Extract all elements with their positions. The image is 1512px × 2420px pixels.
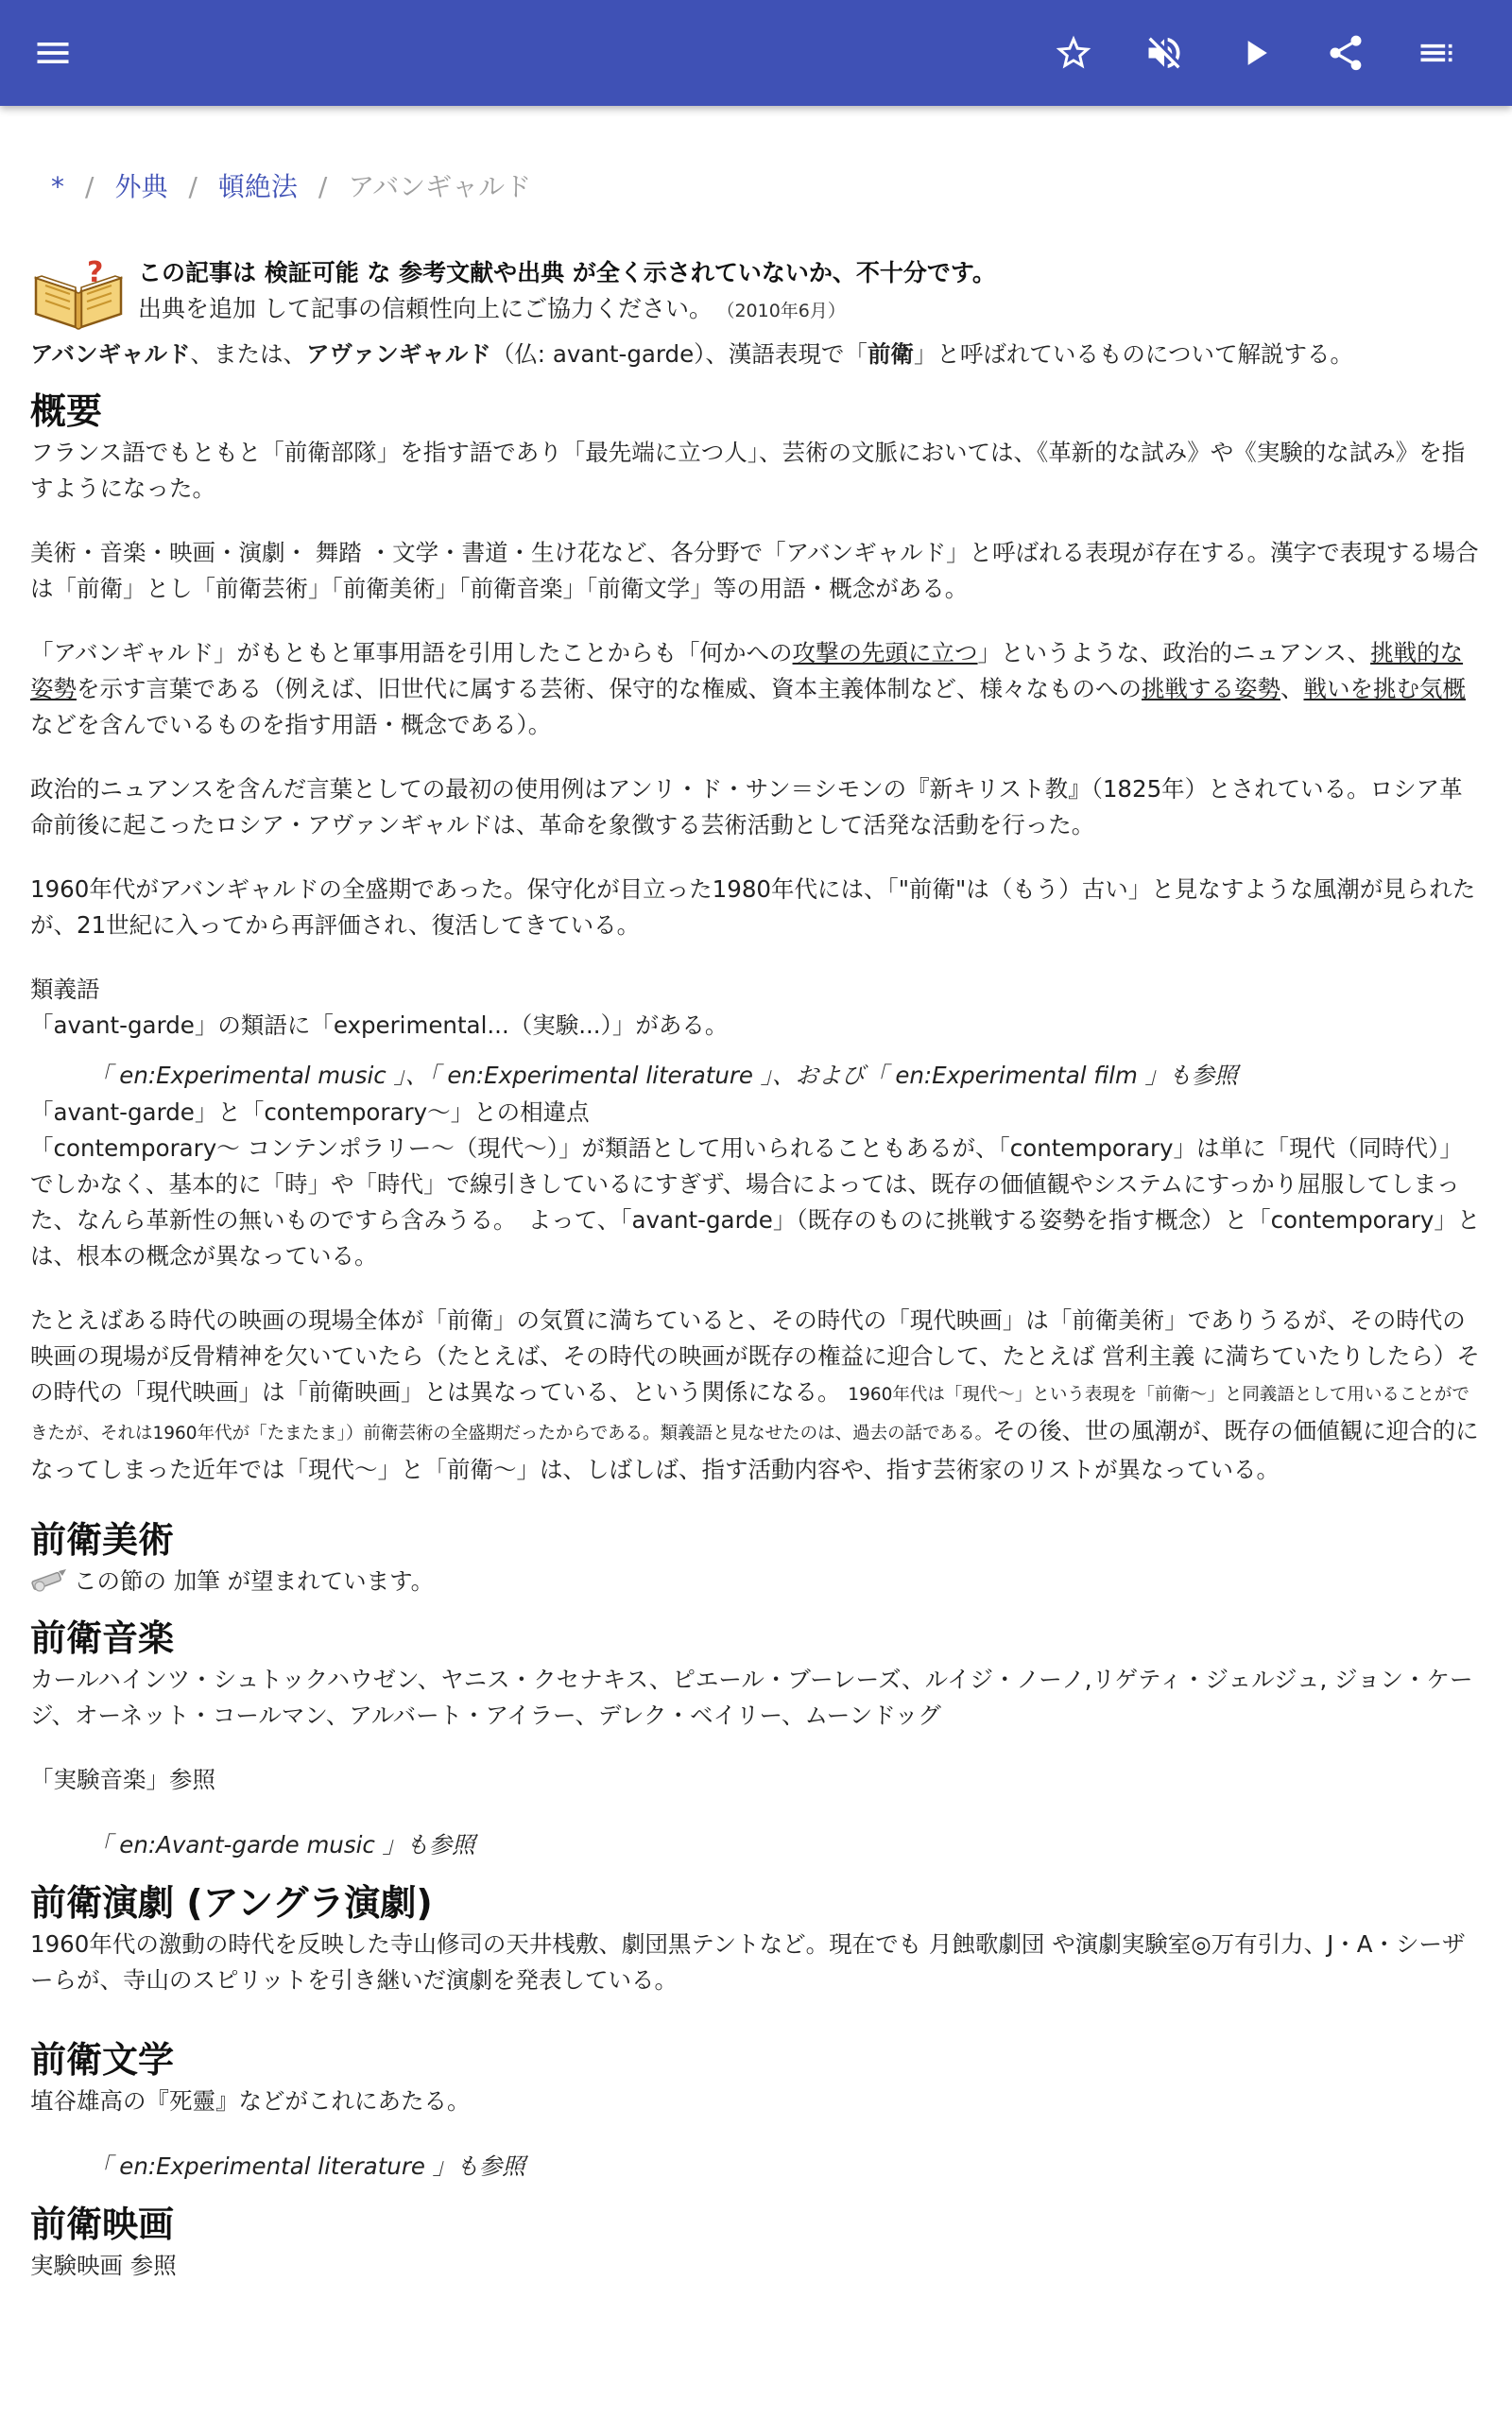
p3-link-fighting-spirit[interactable]: 戦いを挑む気概: [1303, 675, 1466, 702]
overview-paragraph-5: 1960年代がアバンギャルドの全盛期であった。保守化が目立った1980年代には、「"前衛"は（もう）古い」と見なすような風潮が見られたが、21世紀に入ってから再評価され、復活してきている。: [30, 875, 1476, 939]
p3-text-g: 、: [1280, 675, 1304, 702]
breadcrumb-link-gaiten[interactable]: 外典: [114, 171, 168, 202]
pencil-stub-icon: [30, 1565, 68, 1594]
p6-small-note: 1960年代は「現代〜」という表現を「前衛〜」と同義語として用いることができたが、それは1960年代が「たまたま」）前衛芸術の全盛期だったからである。類義語と見なせたのは、過去の話である。: [30, 1385, 1469, 1443]
toc-icon[interactable]: [1404, 21, 1469, 85]
article-body: [30, 337, 1482, 2284]
overview-paragraph-6: [30, 1303, 1482, 1488]
section-heading-theater: 前衛演劇 (アングラ演劇): [30, 1882, 433, 1924]
intro-term-1: アバンギャルド: [30, 340, 191, 368]
breadcrumb-link-tonzetsuho[interactable]: 頓絶法: [217, 171, 298, 202]
theater-text: 1960年代の激動の時代を反映した寺山修司の天井桟敷、劇団黒テントなど。現在でも 月蝕歌劇団 や演劇実験室◎万有引力、J・A・シーザーらが、寺山のスピリットを引き継いだ演劇を発表している。: [30, 1930, 1466, 1994]
overview-paragraph-1: フランス語でもともと「前衛部隊」を指す語であり「最先端に立つ人」、芸術の文脈においては、《革新的な試み》や《実験的な試み》を指すようになった。: [30, 439, 1466, 502]
app-bar: [0, 0, 1512, 106]
music-ref: 「実験音楽」参照: [30, 1766, 215, 1793]
notice-line-2-text: 出典を追加 して記事の信頼性向上にご協力ください。: [138, 295, 713, 322]
music-composers: カールハインツ・シュトックハウゼン、ヤニス・クセナキス、ピエール・ブーレーズ、ルイジ・ノーノ,リゲティ・ジェルジュ, ジョン・ケージ、オーネット・コールマン、アルバート・アイラー、デレク・ベイリー、ムーンドッグ: [30, 1666, 1473, 1729]
art-stub-text: この節の 加筆 が望まれています。: [74, 1567, 435, 1595]
section-heading-film: 前衛映画: [30, 2204, 175, 2245]
literature-text: 埴谷雄高の『死靈』などがこれにあたる。: [30, 2087, 471, 2115]
see-also-avant-garde-music[interactable]: 「 en:Avant-garde music 」も参照: [89, 1831, 475, 1858]
breadcrumb-separator: /: [188, 171, 198, 202]
film-text: 実験映画 参照: [30, 2252, 177, 2279]
svg-text:?: ?: [87, 256, 104, 289]
citation-notice: [32, 246, 1478, 340]
p3-text-a: 「アバンギャルド」がもともと軍事用語を引用したことからも「何かへの: [30, 639, 793, 666]
p6-text-c: その後、世の風潮が、既存の価値観に迎合的になってしまった近年では「現代〜」と「前衛〜」は、しばしば、指す活動内容や、指す芸術家のリストが異なっている。: [30, 1417, 1479, 1483]
p3-link-attack[interactable]: 攻撃の先頭に立つ: [792, 639, 978, 666]
overview-paragraph-3: [30, 635, 1482, 743]
intro-text-1: 、または、: [190, 340, 307, 368]
intro-term-2: アヴァンギャルド: [306, 340, 491, 368]
overview-paragraph-2: 美術・音楽・映画・演劇・ 舞踏 ・文学・書道・生け花など、各分野で「アバンギャルド」と呼ばれる表現が存在する。漢字で表現する場合は「前衛」とし「前衛芸術」「前衛美術」「前衛音楽」「前衛文学」等の用語・概念がある。: [30, 539, 1479, 602]
p3-text-c: 」というような、政治的ニュアンス、: [977, 639, 1371, 666]
breadcrumb: [51, 168, 531, 206]
difference-title: 「avant-garde」と「contemporary〜」との相違点: [30, 1098, 590, 1126]
breadcrumb-separator: /: [318, 171, 328, 202]
see-also-experimental[interactable]: 「 en:Experimental music 」、「 en:Experimental literature 」、および「 en:Experimental film 」も参照: [89, 1062, 1238, 1089]
breadcrumb-root-link[interactable]: *: [51, 171, 64, 202]
section-heading-literature: 前衛文学: [30, 2039, 175, 2081]
article-content: [30, 106, 1482, 2420]
difference-text: 「contemporary〜 コンテンポラリー〜（現代〜）」が類語として用いられることもあるが、「contemporary」は単に「現代（同時代）」でしかなく、基本的に「時」や「時代」で線引きしているにすぎず、場合によっては、既存の価値観やシステムにすっかり屈服してしまった、なんら革新性の無いものですら含みうる。 よって、「avant-garde」（既存のものに挑戦する姿勢を指す概念）と「contemporary」とは、根本の概念が異なっている。: [30, 1134, 1481, 1270]
intro-term-3: 前衛: [867, 340, 914, 368]
volume-off-icon[interactable]: [1132, 21, 1196, 85]
p3-text-i: などを含んでいるものを指す用語・概念である）。: [30, 711, 552, 738]
art-stub-notice: [30, 1564, 1482, 1599]
p6-text-a: たとえばある時代の映画の現場全体が「前衛」の気質に満ちていると、その時代の「現代映画」は「前衛美術」でありうるが、その時代の映画の現場が反骨精神を欠いていたら（たとえば、その時代の映画が既存の権益に迎合して、たとえば 営利主義 に満ちていたりしたら）その時代の「現代映画」は「前衛映画」とは異なっている、という関係になる。: [30, 1306, 1480, 1406]
notice-line-1: この記事は 検証可能 な 参考文献や出典 が全く示されていないか、不十分です。: [138, 259, 996, 286]
p3-link-challenging-attitude[interactable]: 挑戦的な姿勢: [30, 639, 1464, 702]
p3-text-e: を示す言葉である（例えば、旧世代に属する芸術、保守的な権威、資本主義体制など、様々なものへの: [77, 675, 1142, 702]
overview-paragraph-4: 政治的ニュアンスを含んだ言葉としての最初の使用例はアンリ・ド・サン＝シモンの『新キリスト教』（1825年）とされている。ロシア革命前後に起こったロシア・アヴァンギャルドは、革命を象徴する芸術活動として活発な活動を行った。: [30, 775, 1463, 838]
book-question-icon: [32, 253, 125, 331]
share-icon[interactable]: [1314, 21, 1378, 85]
synonym-text: 「avant-garde」の類語に「experimental...（実験...）」がある。: [30, 1011, 729, 1039]
breadcrumb-current: アバンギャルド: [348, 171, 532, 202]
intro-text-3: 」と呼ばれているものについて解説する。: [913, 340, 1353, 368]
notice-line-2: [138, 293, 846, 327]
section-heading-music: 前衛音楽: [30, 1617, 175, 1659]
play-icon[interactable]: [1223, 21, 1287, 85]
p3-link-challenge[interactable]: 挑戦する姿勢: [1142, 675, 1280, 702]
intro-paragraph: [30, 337, 1482, 372]
synonym-title: 類義語: [30, 976, 100, 1003]
section-heading-art: 前衛美術: [30, 1519, 175, 1561]
breadcrumb-separator: /: [85, 171, 94, 202]
notice-date: （2010年6月）: [725, 301, 846, 321]
intro-text-2: （仏: avant-garde）、漢語表現で「: [490, 340, 868, 368]
section-heading-overview: 概要: [30, 390, 103, 432]
see-also-experimental-literature[interactable]: 「 en:Experimental literature 」も参照: [89, 2152, 525, 2180]
star-icon[interactable]: [1041, 21, 1106, 85]
menu-icon[interactable]: [21, 21, 85, 85]
